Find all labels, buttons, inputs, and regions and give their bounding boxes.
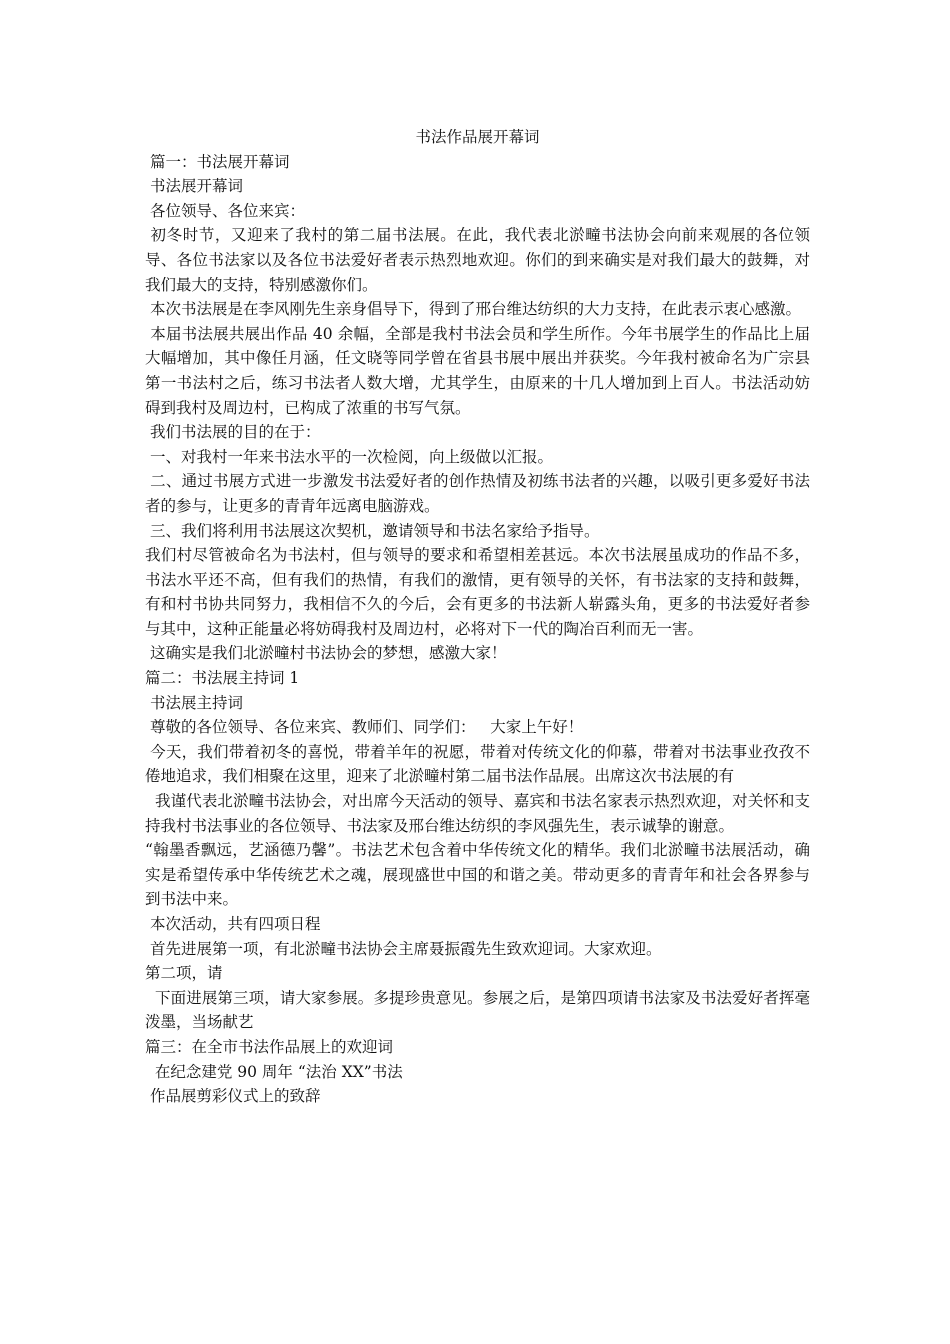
paragraph: 首先进展第一项，有北淤疃书法协会主席聂振霞先生致欢迎词。大家欢迎。 (145, 939, 662, 958)
paragraph: 下面进展第三项，请大家参展。多提珍贵意见。参展之后，是第四项请书法家及书法爱好者挥毫泼墨，当场献艺 (145, 988, 810, 1032)
paragraph: 二、通过书展方式进一步激发书法爱好者的创作热情及初练书法者的兴趣，以吸引更多爱好书法者的参与，让更多的青青年远离电脑游戏。 (145, 472, 810, 515)
paragraph-list (145, 150, 810, 1109)
paragraph: 这确实是我们北淤疃村书法协会的梦想，感激大家！ (145, 644, 507, 663)
paragraph: “翰墨香飘远，艺涵德乃馨”。书法艺术包含着中华传统文化的精华。我们北淤疃书法展活动，确实是希望传承中华传统艺术之魂，展现盛世中国的和谐之美。带动更多的青青年和社会各界参与到书法中来。 (145, 841, 810, 909)
paragraph: 书法展开幕词 (145, 177, 243, 196)
paragraph: 我们村尽管被命名为书法村，但与领导的要求和希望相差甚远。本次书法展虽成功的作品不多，书法水平还不高，但有我们的热情，有我们的激情，更有领导的关怀，有书法家的支持和鼓舞，有和村书协共同努力，我相信不久的今后，会有更多的书法新人崭露头角，更多的书法爱好者参与其中，这种正能量必将妨碍我村及周边村，必将对下一代的陶冶百利而无一害。 (145, 546, 810, 638)
document-title: 书法作品展开幕词 (415, 128, 540, 146)
paragraph: 本次书法展是在李风刚先生亲身倡导下，得到了邢台维达纺织的大力支持，在此表示衷心感激。 (145, 300, 801, 319)
paragraph: 在纪念建党 90 周年 “法治 XX”书法 (145, 1062, 403, 1081)
document-body (145, 125, 810, 1109)
paragraph: 篇三：在全市书法作品展上的欢迎词 (145, 1037, 394, 1056)
paragraph: 三、我们将利用书法展这次契机，邀请领导和书法名家给予指导。 (145, 521, 600, 540)
paragraph: 本届书法展共展出作品 40 余幅，全部是我村书法会员和学生所作。今年书展学生的作品比上届大幅增加，其中像任月涵，任文晓等同学曾在省县书展中展出并获奖。今年我村被命名为广宗县第一书法村之后，练习书法者人数大增，尤其学生，由原来的十几人增加到上百人。书法活动妨碍到我村及周边村，已构成了浓重的书写气氛。 (145, 324, 810, 417)
paragraph: 篇一：书法展开幕词 (145, 152, 290, 171)
paragraph: 书法展主持词 (145, 693, 243, 712)
paragraph: 我谨代表北淤疃书法协会，对出席今天活动的领导、嘉宾和书法名家表示热烈欢迎，对关怀和支持我村书法事业的各位领导、书法家及邢台维达纺织的李风强先生，表示诚挚的谢意。 (145, 792, 810, 835)
paragraph: 一、对我村一年来书法水平的一次检阅，向上级做以汇报。 (145, 447, 553, 466)
paragraph: 今天，我们带着初冬的喜悦，带着羊年的祝愿，带着对传统文化的仰慕，带着对书法事业孜孜不倦地追求，我们相聚在这里，迎来了北淤疃村第二届书法作品展。出席这次书法展的有 (145, 742, 810, 786)
paragraph: 初冬时节，又迎来了我村的第二届书法展。在此，我代表北淤疃书法协会向前来观展的各位领导、各位书法家以及各位书法爱好者表示热烈地欢迎。你们的到来确实是对我们最大的鼓舞，对我们最大的支持，特别感激你们。 (145, 226, 810, 294)
paragraph: 本次活动，共有四项日程 (145, 915, 321, 933)
paragraph: 尊敬的各位领导、各位来宾、教师们、同学们： 大家上午好！ (145, 718, 584, 737)
paragraph: 作品展剪彩仪式上的致辞 (145, 1087, 321, 1106)
paragraph: 各位领导、各位来宾： (145, 201, 305, 220)
paragraph: 篇二：书法展主持词 1 (145, 669, 300, 688)
paragraph: 第二项，请 (145, 964, 223, 983)
paragraph: 我们书法展的目的在于： (145, 423, 321, 442)
